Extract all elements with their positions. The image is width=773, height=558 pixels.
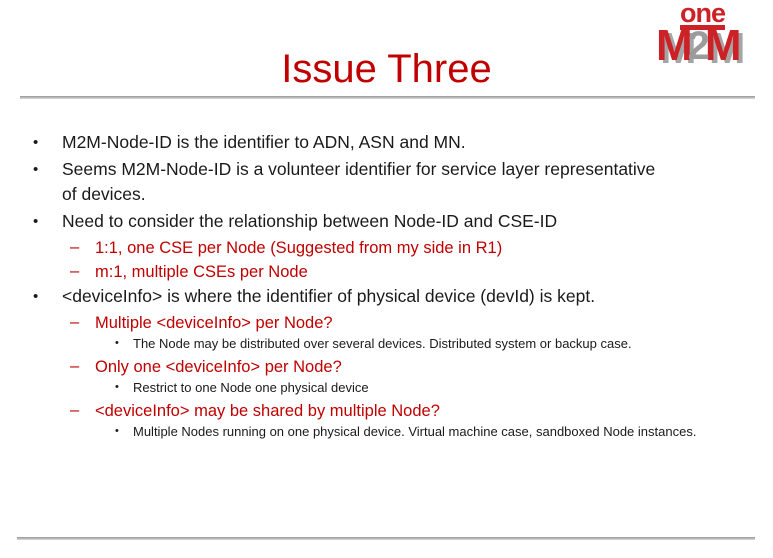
bullet-text: Restrict to one Node one physical device <box>133 380 369 395</box>
logo-letter-m-right: M <box>704 20 739 70</box>
bullet-icon <box>33 130 38 155</box>
bullet-item <box>0 157 662 207</box>
sub-bullet-item <box>0 399 695 423</box>
logo-letter-m-left: M <box>656 20 690 70</box>
bullet-text: Seems M2M-Node-ID is a volunteer identifier for service layer representative of devices. <box>62 159 656 204</box>
bullet-item <box>0 130 662 155</box>
bullet-text: m:1, multiple CSEs per Node <box>95 263 308 281</box>
dash-icon <box>70 310 79 334</box>
dash-icon <box>70 398 79 422</box>
bullet-icon <box>115 335 119 352</box>
header-divider <box>20 96 755 99</box>
bullet-item <box>0 284 662 309</box>
detail-bullet-item <box>0 423 708 440</box>
logo-word-one: one <box>680 0 726 28</box>
bullet-text: Multiple <deviceInfo> per Node? <box>95 314 333 332</box>
detail-bullet-item <box>0 379 708 396</box>
bullet-text: The Node may be distributed over several devices. Distributed system or backup case. <box>133 336 632 351</box>
bullet-icon <box>33 157 38 182</box>
bullet-icon <box>33 284 38 309</box>
bullet-icon <box>115 379 119 396</box>
logo-word-m2m <box>656 20 770 70</box>
bullet-text: 1:1, one CSE per Node (Suggested from my side in R1) <box>95 239 503 257</box>
bullet-list <box>0 130 773 440</box>
sub-bullet-item <box>0 236 695 260</box>
bullet-text: Only one <deviceInfo> per Node? <box>95 358 342 376</box>
dash-icon <box>70 259 79 283</box>
logo-digit-2: 2 <box>687 23 707 68</box>
sub-bullet-item <box>0 311 695 335</box>
bullet-text: <deviceInfo> is where the identifier of physical device (devId) is kept. <box>62 286 596 306</box>
slide-body <box>0 130 773 443</box>
bullet-item <box>0 209 662 234</box>
bullet-text: M2M-Node-ID is the identifier to ADN, ASN and MN. <box>62 132 466 152</box>
bullet-icon <box>33 209 38 234</box>
sub-bullet-item <box>0 260 695 284</box>
onem2m-logo <box>656 0 770 70</box>
footer-divider <box>17 537 755 540</box>
bullet-icon <box>115 423 119 440</box>
bullet-text: Need to consider the relationship between Node-ID and CSE-ID <box>62 211 558 231</box>
bullet-text: <deviceInfo> may be shared by multiple Node? <box>95 402 440 420</box>
sub-bullet-item <box>0 355 695 379</box>
detail-bullet-item <box>0 335 708 352</box>
bullet-text: Multiple Nodes running on one physical device. Virtual machine case, sandboxed Node instances. <box>133 424 697 439</box>
dash-icon <box>70 354 79 378</box>
dash-icon <box>70 235 79 259</box>
page-title: Issue Three <box>281 47 492 91</box>
